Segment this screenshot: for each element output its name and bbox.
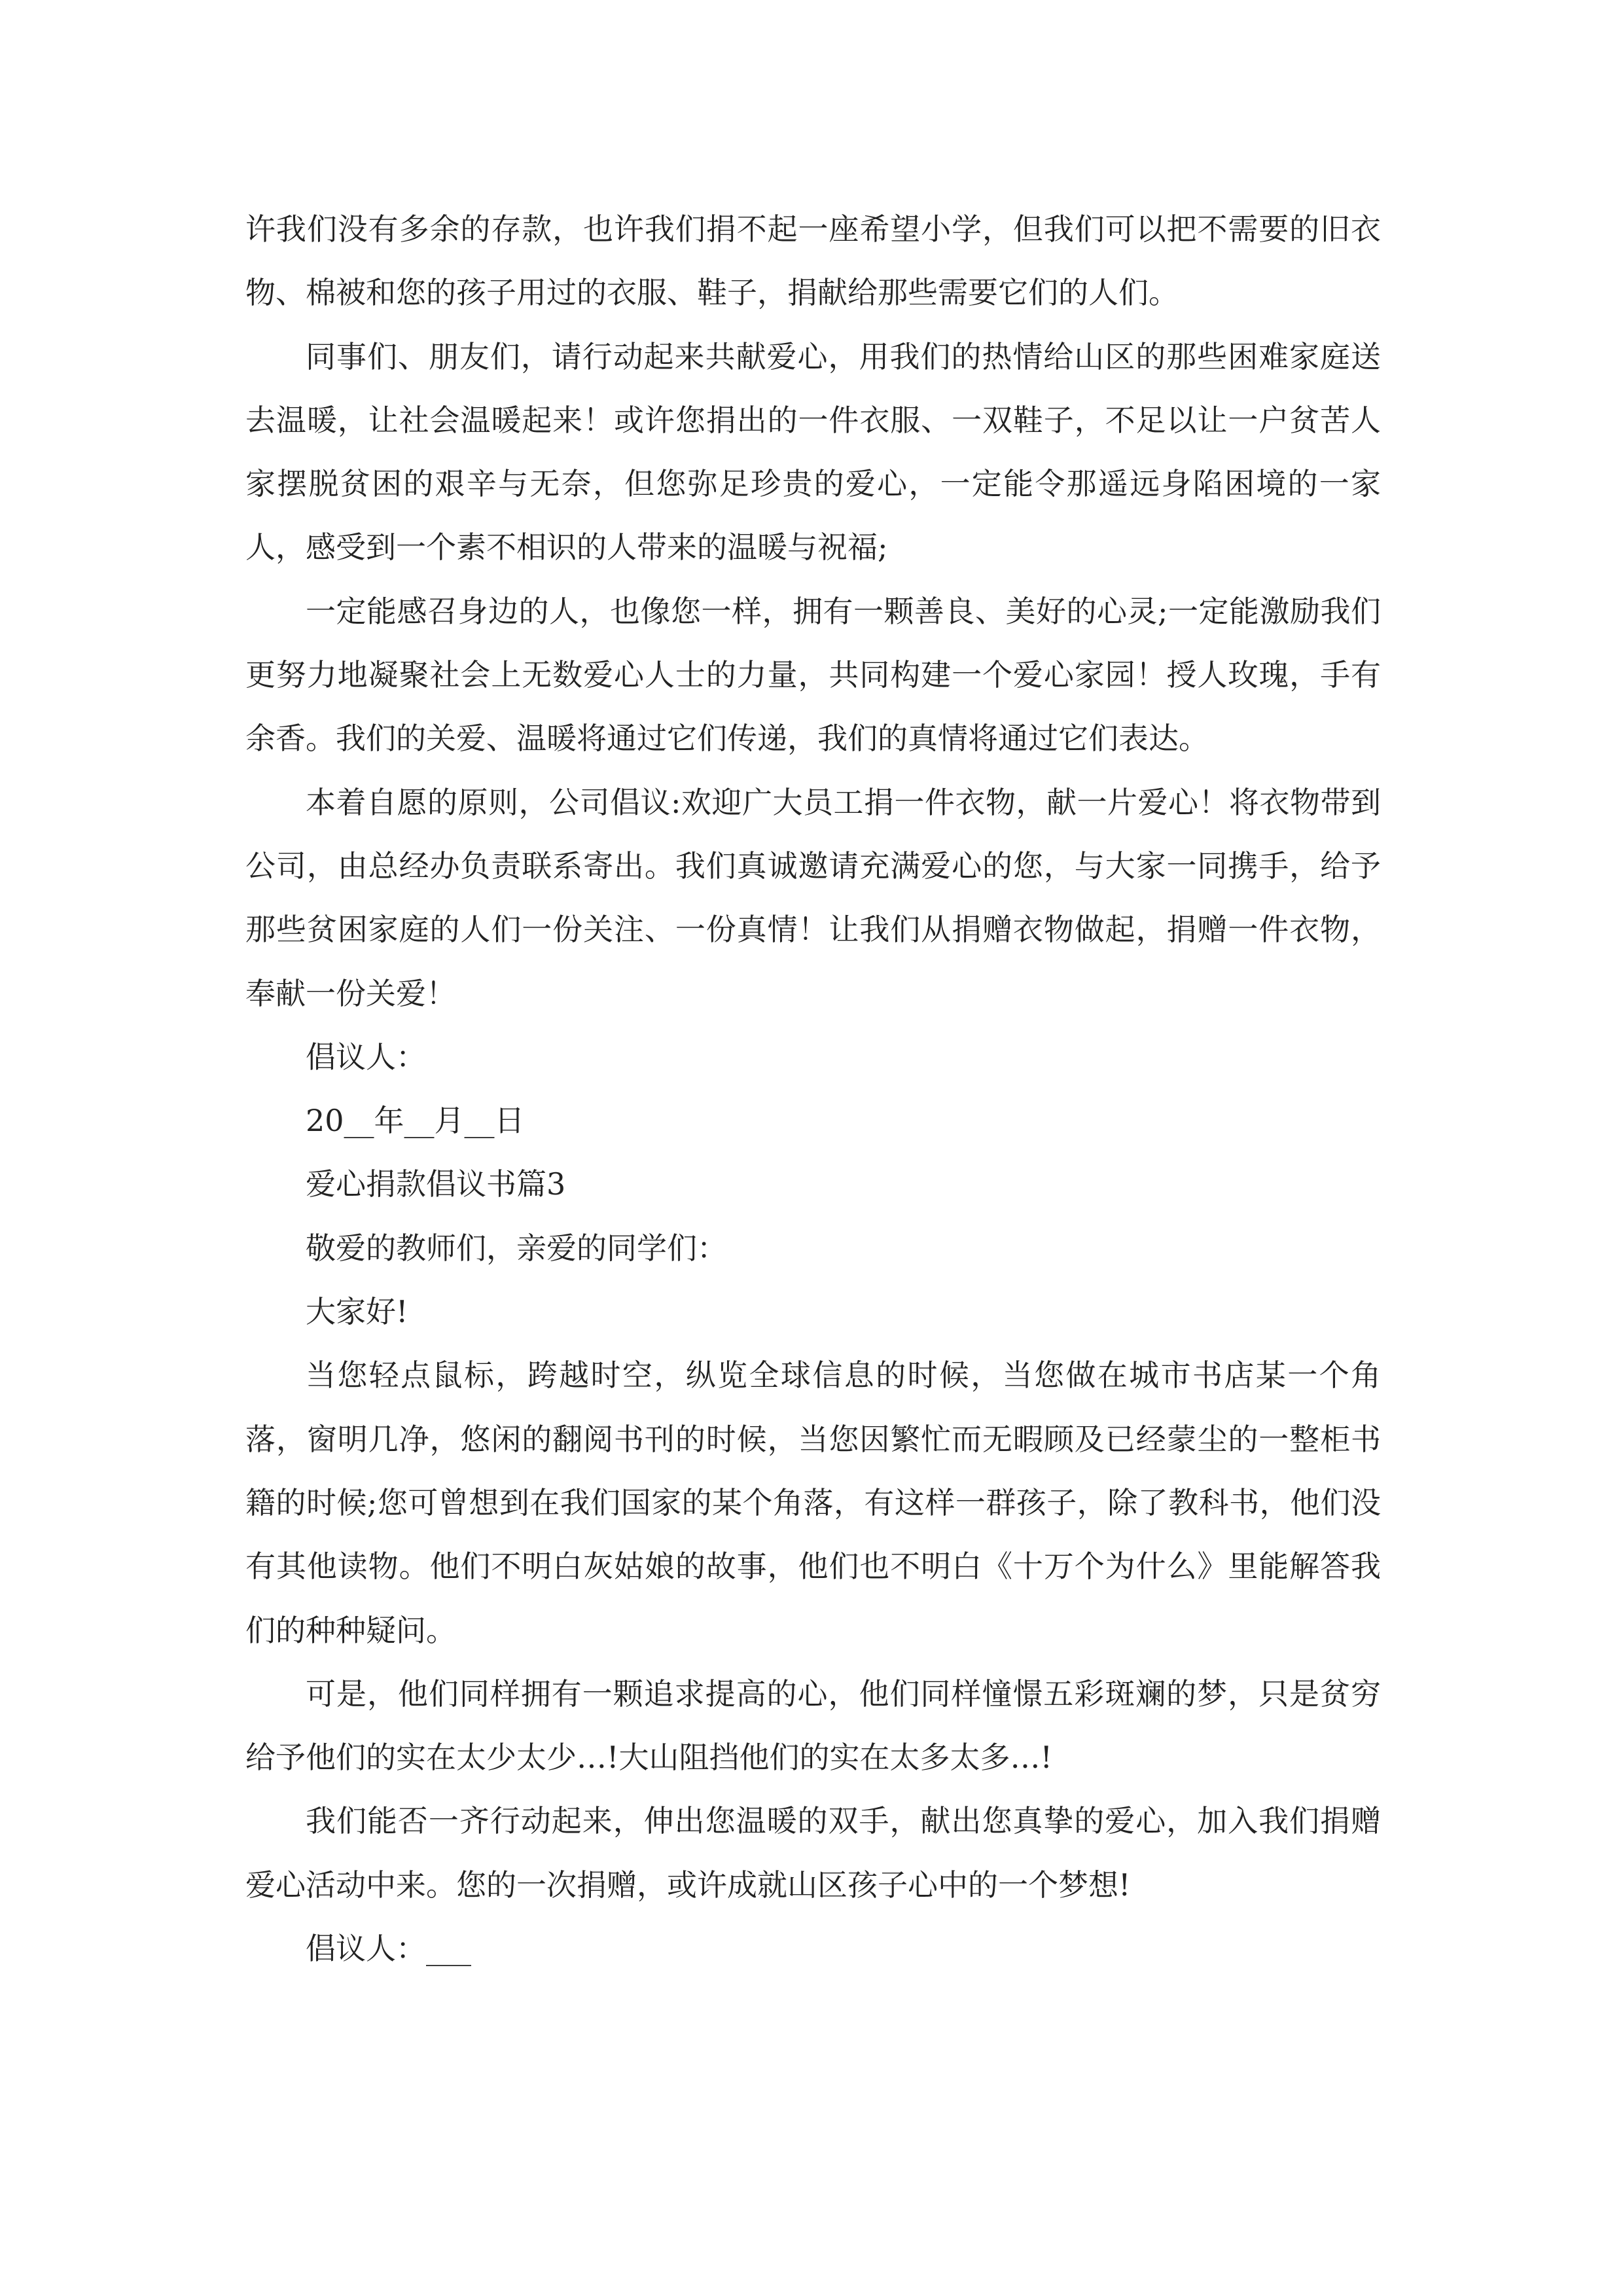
- signature-line: 倡议人：: [306, 1039, 426, 1075]
- signature-line: 倡议人：___: [306, 1931, 471, 1967]
- paragraph: 同事们、朋友们，请行动起来共献爱心，用我们的热情给山区的那些困难家庭送去温暖，让社会温暖起来！或许您捐出的一件衣服、一双鞋子，不足以让一户贫苦人家摆脱贫困的艰辛与无奈，但您弥足珍贵的爱心，一定能令那遥远身陷困境的一家人，感受到一个素不相识的人带来的温暖与祝福;: [245, 338, 1381, 565]
- section-title: 爱心捐款倡议书篇3: [306, 1166, 566, 1202]
- paragraph: 本着自愿的原则，公司倡议:欢迎广大员工捐一件衣物，献一片爱心！将衣物带到公司，由总经办负责联系寄出。我们真诚邀请充满爱心的您，与大家一同携手，给予那些贫困家庭的人们一份关注、一份真情！让我们从捐赠衣物做起，捐赠一件衣物，奉献一份关爱！: [245, 784, 1381, 1011]
- date-line: 20__年__月__日: [306, 1103, 525, 1139]
- greeting: 大家好!: [306, 1294, 408, 1330]
- paragraph: 一定能感召身边的人，也像您一样，拥有一颗善良、美好的心灵;一定能激励我们更努力地凝聚社会上无数爱心人士的力量，共同构建一个爱心家园！授人玫瑰，手有余香。我们的关爱、温暖将通过它们传递，我们的真情将通过它们表达。: [245, 593, 1381, 757]
- paragraph: 当您轻点鼠标，跨越时空，纵览全球信息的时候，当您做在城市书店某一个角落，窗明几净，悠闲的翻阅书刊的时候，当您因繁忙而无暇顾及已经蒙尘的一整柜书籍的时候;您可曾想到在我们国家的某个角落，有这样一群孩子，除了教科书，他们没有其他读物。他们不明白灰姑娘的故事，他们也不明白《十万个为什么》里能解答我们的种种疑问。: [245, 1357, 1381, 1648]
- salutation: 敬爱的教师们，亲爱的同学们：: [306, 1230, 727, 1266]
- document-body: [245, 198, 1381, 1981]
- paragraph-continued: 许我们没有多余的存款，也许我们捐不起一座希望小学，但我们可以把不需要的旧衣物、棉被和您的孩子用过的衣服、鞋子，捐献给那些需要它们的人们。: [245, 211, 1381, 311]
- paragraph: 我们能否一齐行动起来，伸出您温暖的双手，献出您真挚的爱心，加入我们捐赠爱心活动中来。您的一次捐赠，或许成就山区孩子心中的一个梦想!: [245, 1803, 1381, 1903]
- paragraph: 可是，他们同样拥有一颗追求提高的心，他们同样憧憬五彩斑斓的梦，只是贫穷给予他们的实在太少太少…!大山阻挡他们的实在太多太多…!: [245, 1676, 1381, 1776]
